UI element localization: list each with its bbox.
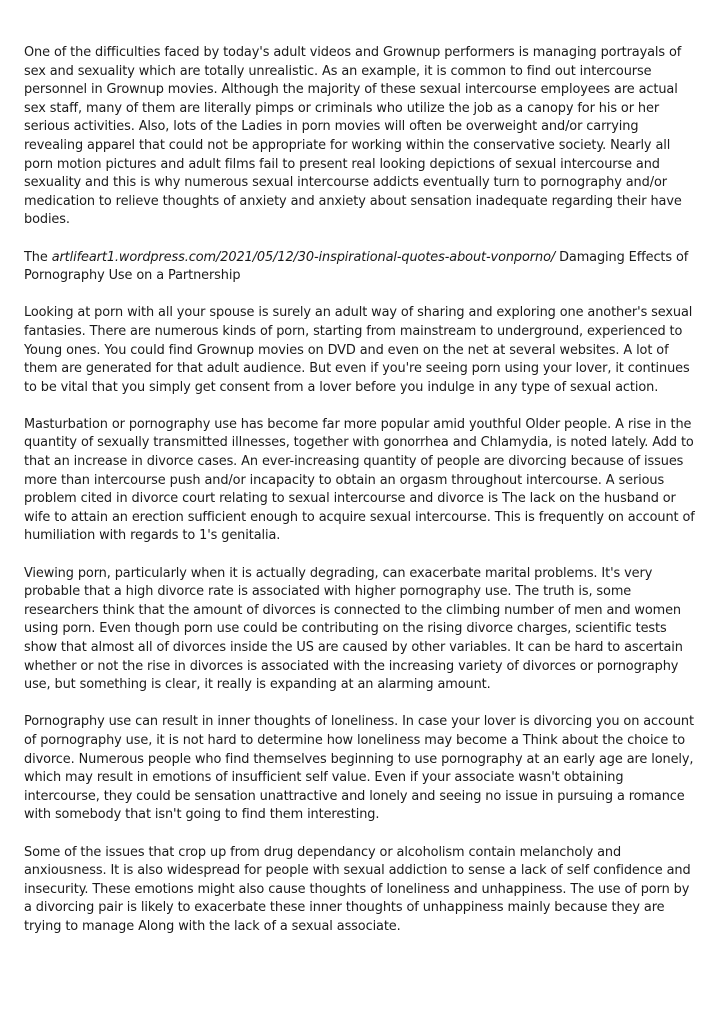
paragraph-link [24, 249, 696, 286]
link-prefix: The [24, 249, 52, 265]
paragraph-3: Masturbation or pornography use has become far more popular amid youthful Older people. A rise in the quantity of sexually transmitted illnesses, together with gonorrhea and Chlamydia, is noted lately. Add to that an increase in divorce cases. An ever-increasing quantity of people are divorcing because of issues more than intercourse push and/or incapacity to obtain an orgasm throughout intercourse. A serious problem cited in divorce court relating to sexual intercourse and divorce is The lack on the husband or wife to attain an erection sufficient enough to acquire sexual intercourse. This is frequently on account of humiliation with regards to 1's genitalia. [24, 416, 695, 544]
article-link[interactable]: artlifeart1.wordpress.com/2021/05/12/30-inspirational-quotes-about-vonporno/ [51, 249, 556, 265]
link-suffix: Damaging Effects of Pornography Use on a Partnership [24, 249, 689, 284]
paragraph-2: Looking at porn with all your spouse is surely an adult way of sharing and exploring one another's sexual fantasies. There are numerous kinds of porn, starting from mainstream to underground, experienced to Young ones. You could find Grownup movies on DVD and even on the net at several websites. A lot of them are generated for that adult audience. But even if you're seeing porn using your lover, it continues to be vital that you simply get consent from a lover before you indulge in any type of sexual action. [24, 305, 693, 395]
paragraph-5: Pornography use can result in inner thoughts of loneliness. In case your lover is divorcing you on account of pornography use, it is not hard to determine how loneliness may become a Think about the choice to divorce. Numerous people who find themselves beginning to use pornography at an early age are lonely, which may result in emotions of insufficient self value. Even if your associate wasn't obtaining intercourse, they could be sensation unattractive and lonely and seeing no issue in pursuing a romance with somebody that isn't going to find them interesting. [24, 714, 694, 823]
paragraph-4: Viewing porn, particularly when it is actually degrading, can exacerbate marital problems. It's very probable that a high divorce rate is associated with higher pornography use. The truth is, some researchers think that the amount of divorces is connected to the climbing number of men and women using porn. Even though porn use could be contributing on the rising divorce charges, scientific tests show that almost all of divorces inside the US are caused by other variables. It can be hard to ascertain whether or not the rise in divorces is associated with the increasing variety of divorces or pornography use, but something is clear, it really is expanding at an alarming amount. [24, 565, 683, 693]
paragraph-6: Some of the issues that crop up from drug dependancy or alcoholism contain melancholy and anxiousness. It is also widespread for people with sexual addiction to sense a lack of self confidence and insecurity. These emotions might also cause thoughts of loneliness and unhappiness. The use of porn by a divorcing pair is likely to exacerbate these inner thoughts of unhappiness mainly because they are trying to manage Along with the lack of a sexual associate. [24, 844, 691, 934]
paragraph-1: One of the difficulties faced by today's adult videos and Grownup performers is managing portrayals of sex and sexuality which are totally unrealistic. As an example, it is common to find out intercourse personnel in Grownup movies. Although the majority of these sexual intercourse employees are actual sex staff, many of them are literally pimps or criminals who utilize the job as a canopy for his or her serious activities. Also, lots of the Ladies in porn movies will often be overweight and/or carrying revealing apparel that could not be appropriate for working within the conservative society. Nearly all porn motion pictures and adult films fail to present real looking depictions of sexual intercourse and sexuality and this is why numerous sexual intercourse addicts eventually turn to pornography and/or medication to relieve thoughts of anxiety and anxiety about sensation inadequate regarding their have bodies. [24, 45, 682, 228]
